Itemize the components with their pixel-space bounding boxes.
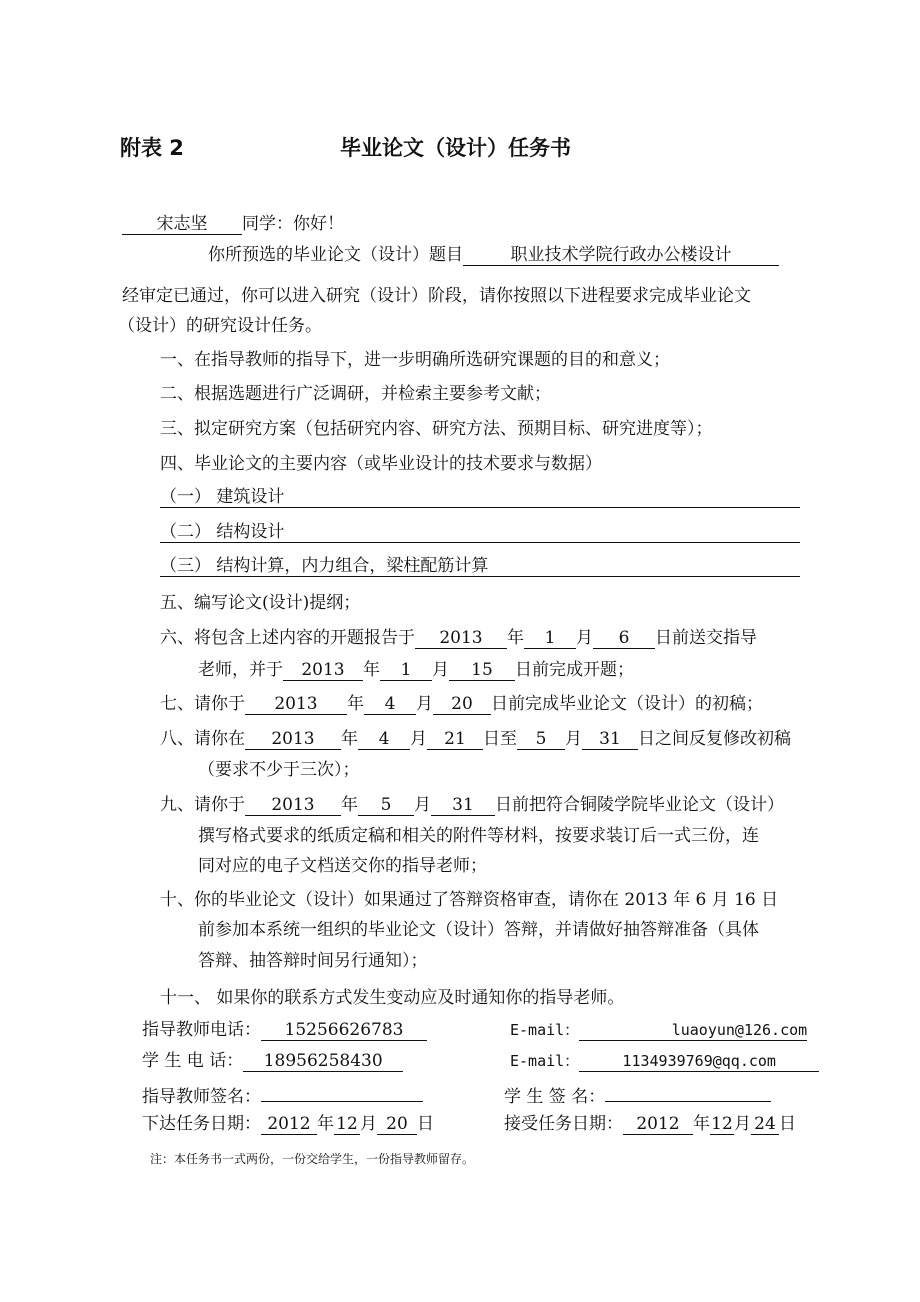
topic-line <box>208 245 779 266</box>
item-8-month-2: 5 <box>517 730 565 750</box>
item-9-day: 31 <box>431 796 495 816</box>
item-4: 四、毕业论文的主要内容（或毕业设计的技术要求与数据） <box>160 454 602 474</box>
student-name: 宋志坚 <box>122 215 242 235</box>
teacher-phone: 15256626783 <box>261 1021 427 1041</box>
month-unit: 月 <box>416 694 433 714</box>
item-9-line-1 <box>160 795 784 816</box>
accept-date-row <box>504 1114 796 1135</box>
issue-date-row <box>142 1114 434 1135</box>
item-9-line-3: 同对应的电子文档送交你的指导老师； <box>198 856 487 876</box>
item-6-day-2: 15 <box>449 661 515 681</box>
month-unit: 月 <box>576 628 593 648</box>
item-8-prefix: 八、请你在 <box>160 729 245 749</box>
item-6-month: 1 <box>524 629 576 649</box>
year-unit: 年 <box>507 628 524 648</box>
student-sign-field <box>605 1082 771 1102</box>
accept-month: 12 <box>711 1114 733 1134</box>
item-7-day: 20 <box>433 695 491 715</box>
item-9-prefix: 九、请你于 <box>160 795 245 815</box>
item-6-line-1 <box>160 628 757 649</box>
item-8-year: 2013 <box>245 730 341 750</box>
content-line-3 <box>160 556 800 577</box>
item-6-l2-prefix: 老师，并于 <box>198 660 283 680</box>
year-unit: 年 <box>341 795 358 815</box>
content-1: （一） 建筑设计 <box>160 487 285 507</box>
item-9-year: 2013 <box>245 796 341 816</box>
teacher-phone-label: 指导教师电话： <box>142 1020 261 1040</box>
accept-date-label: 接受任务日期： <box>504 1114 623 1134</box>
item-6-year-2: 2013 <box>283 661 363 681</box>
appendix-label: 附表 2 <box>120 136 184 160</box>
item-8-day: 21 <box>427 730 483 750</box>
footnote: 注：本任务书一式两份，一份交给学生，一份指导教师留存。 <box>150 1152 475 1166</box>
item-6-month-2: 1 <box>380 661 432 681</box>
page-title: 毕业论文（设计）任务书 <box>340 136 571 160</box>
item-3: 三、拟定研究方案（包括研究内容、研究方法、预期目标、研究进度等）； <box>160 419 713 439</box>
issue-date-label: 下达任务日期： <box>142 1114 261 1134</box>
student-email: 1134939769@qq.com <box>579 1052 819 1072</box>
item-2: 二、根据选题进行广泛调研，并检索主要参考文献； <box>160 384 551 404</box>
year-unit: 年 <box>341 729 358 749</box>
item-6-line-2 <box>198 660 634 681</box>
item-10-line-2: 前参加本系统一组织的毕业论文（设计）答辩，并请做好抽答辩准备（具体 <box>198 920 759 940</box>
item-7-suffix: 日前完成毕业论文（设计）的初稿； <box>491 694 763 714</box>
intro-line-1: 经审定已通过，你可以进入研究（设计）阶段，请你按照以下进程要求完成毕业论文 <box>122 286 751 306</box>
teacher-sign-row <box>142 1082 423 1107</box>
content-line-1 <box>160 487 800 508</box>
day-unit: 日 <box>417 1114 434 1134</box>
year-unit: 年 <box>693 1114 710 1134</box>
teacher-email-label: E-mail： <box>510 1021 580 1039</box>
issue-year: 2012 <box>261 1115 317 1135</box>
month-unit: 月 <box>414 795 431 815</box>
item-7-month: 4 <box>364 695 416 715</box>
item-11: 十一、 如果你的联系方式发生变动应及时通知你的指导老师。 <box>160 988 625 1008</box>
month-unit: 月 <box>360 1114 377 1134</box>
item-8-line-2: （要求不少于三次）； <box>198 760 360 780</box>
year-unit: 年 <box>317 1114 334 1134</box>
teacher-email: luaoyun@126.com <box>579 1021 807 1041</box>
content-2: （二） 结构设计 <box>160 522 285 542</box>
issue-day: 20 <box>377 1115 417 1135</box>
item-8-mid: 日至 <box>483 729 517 749</box>
item-8-suffix: 日之间反复修改初稿 <box>638 729 791 749</box>
item-10-line-1: 十、你的毕业论文（设计）如果通过了答辩资格审查，请你在 2013 年 6 月 16 日 <box>160 890 779 910</box>
teacher-sign-field <box>261 1082 423 1102</box>
greeting-line <box>122 214 344 235</box>
item-6-suffix-2: 日前完成开题； <box>515 660 634 680</box>
item-8-line-1 <box>160 729 791 750</box>
item-9-suffix: 日前把符合铜陵学院毕业论文（设计） <box>495 795 784 815</box>
item-9-line-2: 撰写格式要求的纸质定稿和相关的附件等材料，按要求装订后一式三份，连 <box>198 826 759 846</box>
item-7-prefix: 七、请你于 <box>160 694 245 714</box>
item-10-line-3: 答辩、抽答辩时间另行通知）； <box>198 951 428 971</box>
content-3: （三） 结构计算，内力组合，梁柱配筋计算 <box>160 556 489 576</box>
item-9-month: 5 <box>358 796 414 816</box>
accept-year: 2012 <box>623 1115 693 1135</box>
student-email-label: E-mail： <box>510 1052 580 1070</box>
teacher-sign-label: 指导教师签名： <box>142 1087 261 1107</box>
greeting-text: 同学：你好！ <box>242 214 344 234</box>
content-line-2 <box>160 522 800 543</box>
accept-day: 24 <box>751 1115 779 1135</box>
intro-line-2: （设计）的研究设计任务。 <box>118 316 322 336</box>
student-sign-row <box>504 1082 771 1107</box>
teacher-phone-row <box>142 1020 427 1041</box>
month-unit: 月 <box>432 660 449 680</box>
student-email-row <box>510 1051 819 1072</box>
item-8-day-2: 31 <box>582 730 638 750</box>
topic-value: 职业技术学院行政办公楼设计 <box>463 246 779 266</box>
teacher-email-row <box>510 1020 807 1041</box>
year-unit: 年 <box>347 694 364 714</box>
month-unit: 月 <box>410 729 427 749</box>
item-7 <box>160 694 763 715</box>
item-7-year: 2013 <box>245 695 347 715</box>
day-unit: 日 <box>779 1114 796 1134</box>
item-6-prefix: 六、将包含上述内容的开题报告于 <box>160 628 415 648</box>
student-phone-row <box>142 1051 403 1072</box>
item-1: 一、在指导教师的指导下，进一步明确所选研究课题的目的和意义； <box>160 350 670 370</box>
issue-month: 12 <box>334 1115 360 1135</box>
month-unit: 月 <box>734 1114 751 1134</box>
item-5: 五、编写论文(设计)提纲； <box>160 593 361 613</box>
item-8-month: 4 <box>358 730 410 750</box>
item-6-year: 2013 <box>415 629 507 649</box>
topic-prefix: 你所预选的毕业论文（设计）题目 <box>208 245 463 265</box>
year-unit: 年 <box>363 660 380 680</box>
student-sign-label: 学 生 签 名： <box>504 1087 606 1107</box>
month-unit: 月 <box>565 729 582 749</box>
student-phone-label: 学 生 电 话： <box>142 1051 244 1071</box>
student-phone: 18956258430 <box>243 1052 403 1072</box>
item-6-day: 6 <box>593 629 655 649</box>
item-6-suffix: 日前送交指导 <box>655 628 757 648</box>
